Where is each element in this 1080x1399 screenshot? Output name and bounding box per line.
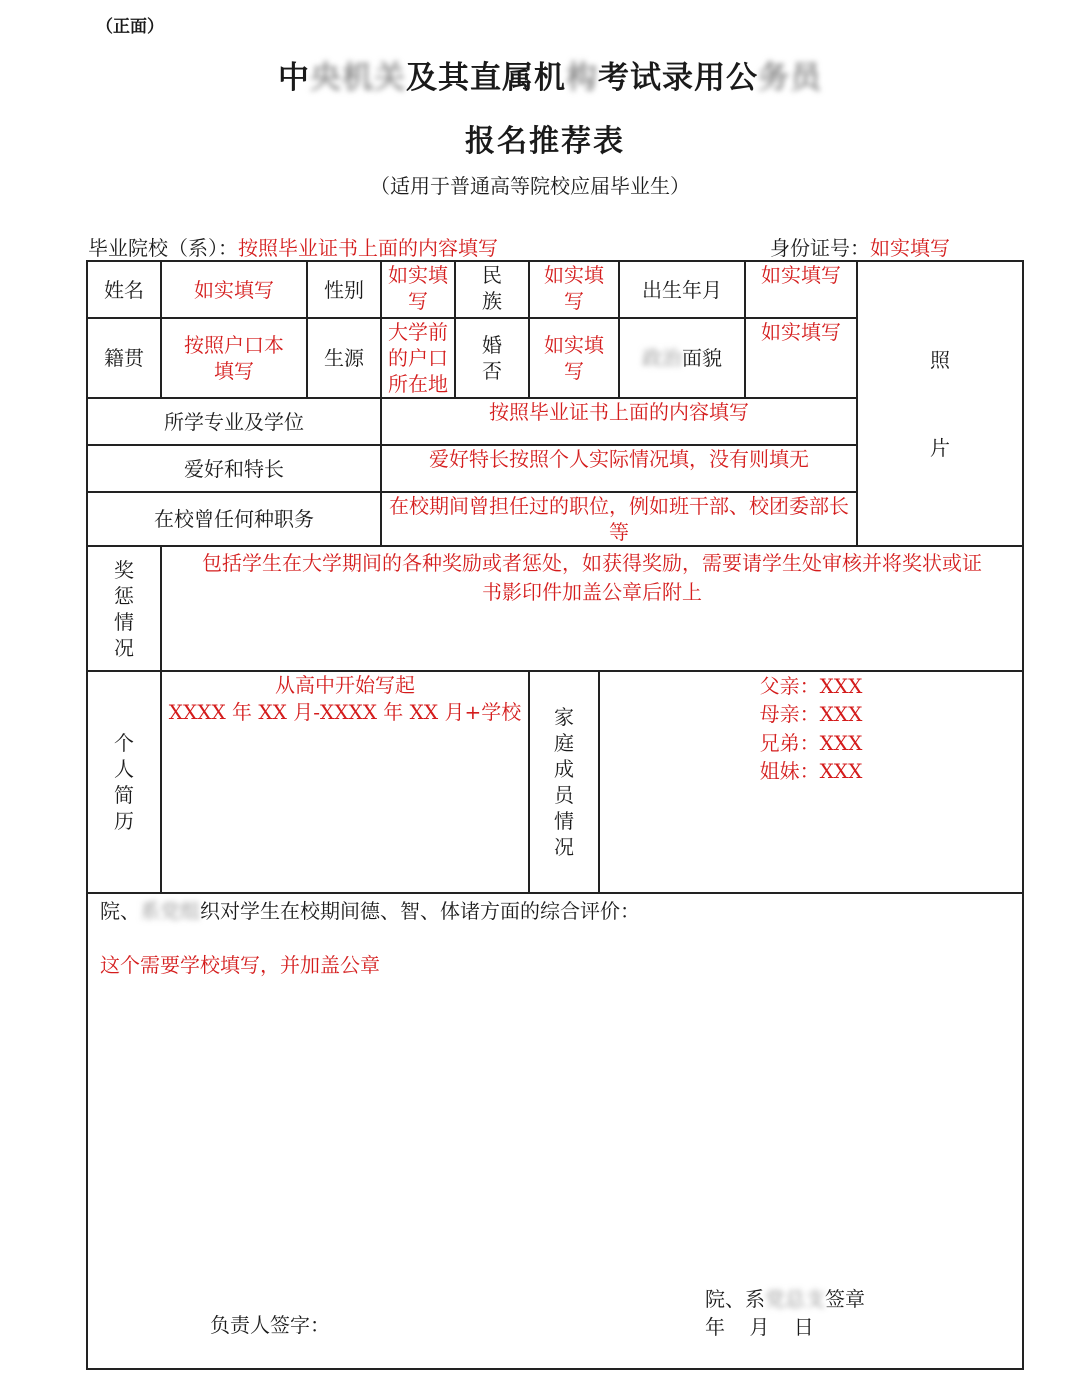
dept-seal-prefix: 院、系	[705, 1287, 765, 1311]
marital-label	[455, 318, 529, 398]
photo-cell[interactable]	[857, 261, 1023, 546]
photo-label-1: 照	[930, 347, 950, 372]
evaluation-cell[interactable]	[87, 893, 1023, 1369]
hobby-value[interactable]: 爱好特长按照个人实际情况填，没有则填无	[381, 445, 857, 492]
form-subtitle: （适用于普通高等院校应届毕业生）	[370, 174, 690, 198]
resume-label	[87, 671, 161, 893]
native-value[interactable]	[161, 318, 307, 398]
marital-label-line-2: 否	[482, 359, 502, 383]
dept-seal-suffix: 签章	[825, 1287, 865, 1311]
evaluation-prompt-suffix: 织对学生在校期间德、智、体诸方面的综合评价：	[200, 899, 640, 923]
row-resume-family	[87, 671, 1023, 893]
family-label-char-2: 庭	[554, 731, 574, 755]
award-label-char-3: 情	[114, 609, 134, 634]
resume-label-char-1: 个	[114, 731, 134, 755]
photo-label-2: 片	[930, 435, 950, 460]
family-member-mother: 母亲：XXX	[759, 702, 863, 727]
evaluation-note: 这个需要学校填写，并加盖公章	[100, 953, 380, 977]
origin-value-line-3: 所在地	[388, 372, 448, 396]
post-value[interactable]: 在校期间曾担任过的职位，例如班干部、校团委部长等	[381, 492, 857, 546]
date-line: 年 月 日	[705, 1315, 814, 1339]
native-label: 籍贯	[87, 318, 161, 398]
birth-value[interactable]: 如实填写	[745, 261, 857, 318]
evaluation-prompt-prefix: 院、	[100, 899, 140, 923]
family-label-char-4: 员	[554, 783, 574, 807]
resume-label-char-2: 人	[114, 757, 134, 781]
school-value: 按照毕业证书上面的内容填写	[238, 236, 498, 260]
award-label-char-4: 况	[114, 635, 134, 660]
family-label-char-6: 况	[554, 835, 574, 859]
id-number-line	[770, 232, 950, 261]
origin-value[interactable]	[381, 318, 455, 398]
gender-value-line-2: 写	[408, 289, 428, 313]
marital-value-line-1: 如实填	[544, 333, 604, 357]
family-label-char-1: 家	[554, 705, 574, 729]
award-value[interactable]	[161, 546, 1023, 671]
id-label: 身份证号：	[770, 236, 870, 260]
marital-label-line-1: 婚	[482, 333, 502, 357]
award-value-line-1: 包括学生在大学期间的各种奖励或者惩处，如获得奖励，需要请学生处审核并将奖状或证	[202, 551, 982, 575]
award-label	[87, 546, 161, 671]
family-label-char-5: 情	[554, 809, 574, 833]
form-agency-title	[0, 52, 1080, 97]
resume-value[interactable]	[161, 671, 529, 893]
gender-value[interactable]	[381, 261, 455, 318]
post-label: 在校曾任何种职务	[87, 492, 381, 546]
ethnic-label-line-1: 民	[482, 263, 502, 287]
political-label-redacted: 政治	[642, 346, 682, 370]
resume-value-line-2: XXXX 年 XX 月-XXXX 年 XX 月+学校	[168, 700, 522, 724]
evaluation-prompt-redacted: 系党组	[140, 899, 200, 923]
birth-label: 出生年月	[619, 261, 745, 318]
title-suffix: 考试录用公	[598, 60, 758, 96]
origin-label: 生源	[307, 318, 381, 398]
political-label	[619, 318, 745, 398]
ethnic-label-line-2: 族	[482, 289, 502, 313]
resume-value-line-1: 从高中开始写起	[275, 673, 415, 697]
school-label: 毕业院校（系）：	[88, 236, 238, 260]
school-line	[88, 232, 498, 261]
ethnic-value-line-1: 如实填	[544, 263, 604, 287]
row-name	[87, 261, 1023, 318]
native-value-line-1: 按照户口本	[184, 333, 284, 357]
major-label: 所学专业及学位	[87, 398, 381, 445]
hobby-label: 爱好和特长	[87, 445, 381, 492]
gender-label: 性别	[307, 261, 381, 318]
title-redacted-1: 央机关	[310, 60, 406, 96]
evaluation-prompt	[100, 898, 640, 924]
award-label-char-1: 奖	[114, 557, 134, 582]
name-label: 姓名	[87, 261, 161, 318]
award-label-char-2: 惩	[114, 583, 134, 608]
ethnic-label	[455, 261, 529, 318]
family-label-char-3: 成	[554, 757, 574, 781]
id-value: 如实填写	[870, 236, 950, 260]
family-member-brother: 兄弟：XXX	[759, 730, 863, 755]
row-evaluation	[87, 893, 1023, 1369]
title-mid: 及其直属机	[406, 60, 566, 96]
political-label-text: 面貌	[682, 346, 722, 370]
resume-label-char-3: 简	[114, 783, 134, 807]
origin-value-line-1: 大学前	[388, 320, 448, 344]
marital-value-line-2: 写	[564, 359, 584, 383]
origin-value-line-2: 的户口	[388, 346, 448, 370]
award-value-line-2: 书影印件加盖公章后附上	[482, 580, 702, 604]
title-redacted-3: 务员	[758, 60, 822, 96]
gender-value-line-1: 如实填	[388, 263, 448, 287]
name-value[interactable]: 如实填写	[161, 261, 307, 318]
political-value[interactable]: 如实填写	[745, 318, 857, 398]
department-seal-line	[705, 1286, 865, 1312]
resume-label-char-4: 历	[114, 809, 134, 833]
dept-seal-redacted: 党总支	[765, 1287, 825, 1311]
ethnic-value[interactable]	[529, 261, 619, 318]
family-member-father: 父亲：XXX	[759, 674, 863, 698]
major-value[interactable]: 按照毕业证书上面的内容填写	[381, 398, 857, 445]
native-value-line-2: 填写	[214, 359, 254, 383]
title-prefix: 中	[278, 60, 310, 96]
form-title: 报名推荐表	[465, 124, 625, 159]
title-redacted-2: 构	[566, 60, 598, 96]
row-award	[87, 546, 1023, 671]
family-label	[529, 671, 599, 893]
family-member-sister: 姐妹：XXX	[759, 759, 863, 784]
marital-value[interactable]	[529, 318, 619, 398]
registration-form-table	[86, 260, 1024, 1370]
ethnic-value-line-2: 写	[564, 289, 584, 313]
family-members-value[interactable]	[599, 671, 1023, 893]
signer-label: 负责人签字：	[210, 1313, 330, 1337]
front-side-label: （正面）	[96, 17, 164, 37]
